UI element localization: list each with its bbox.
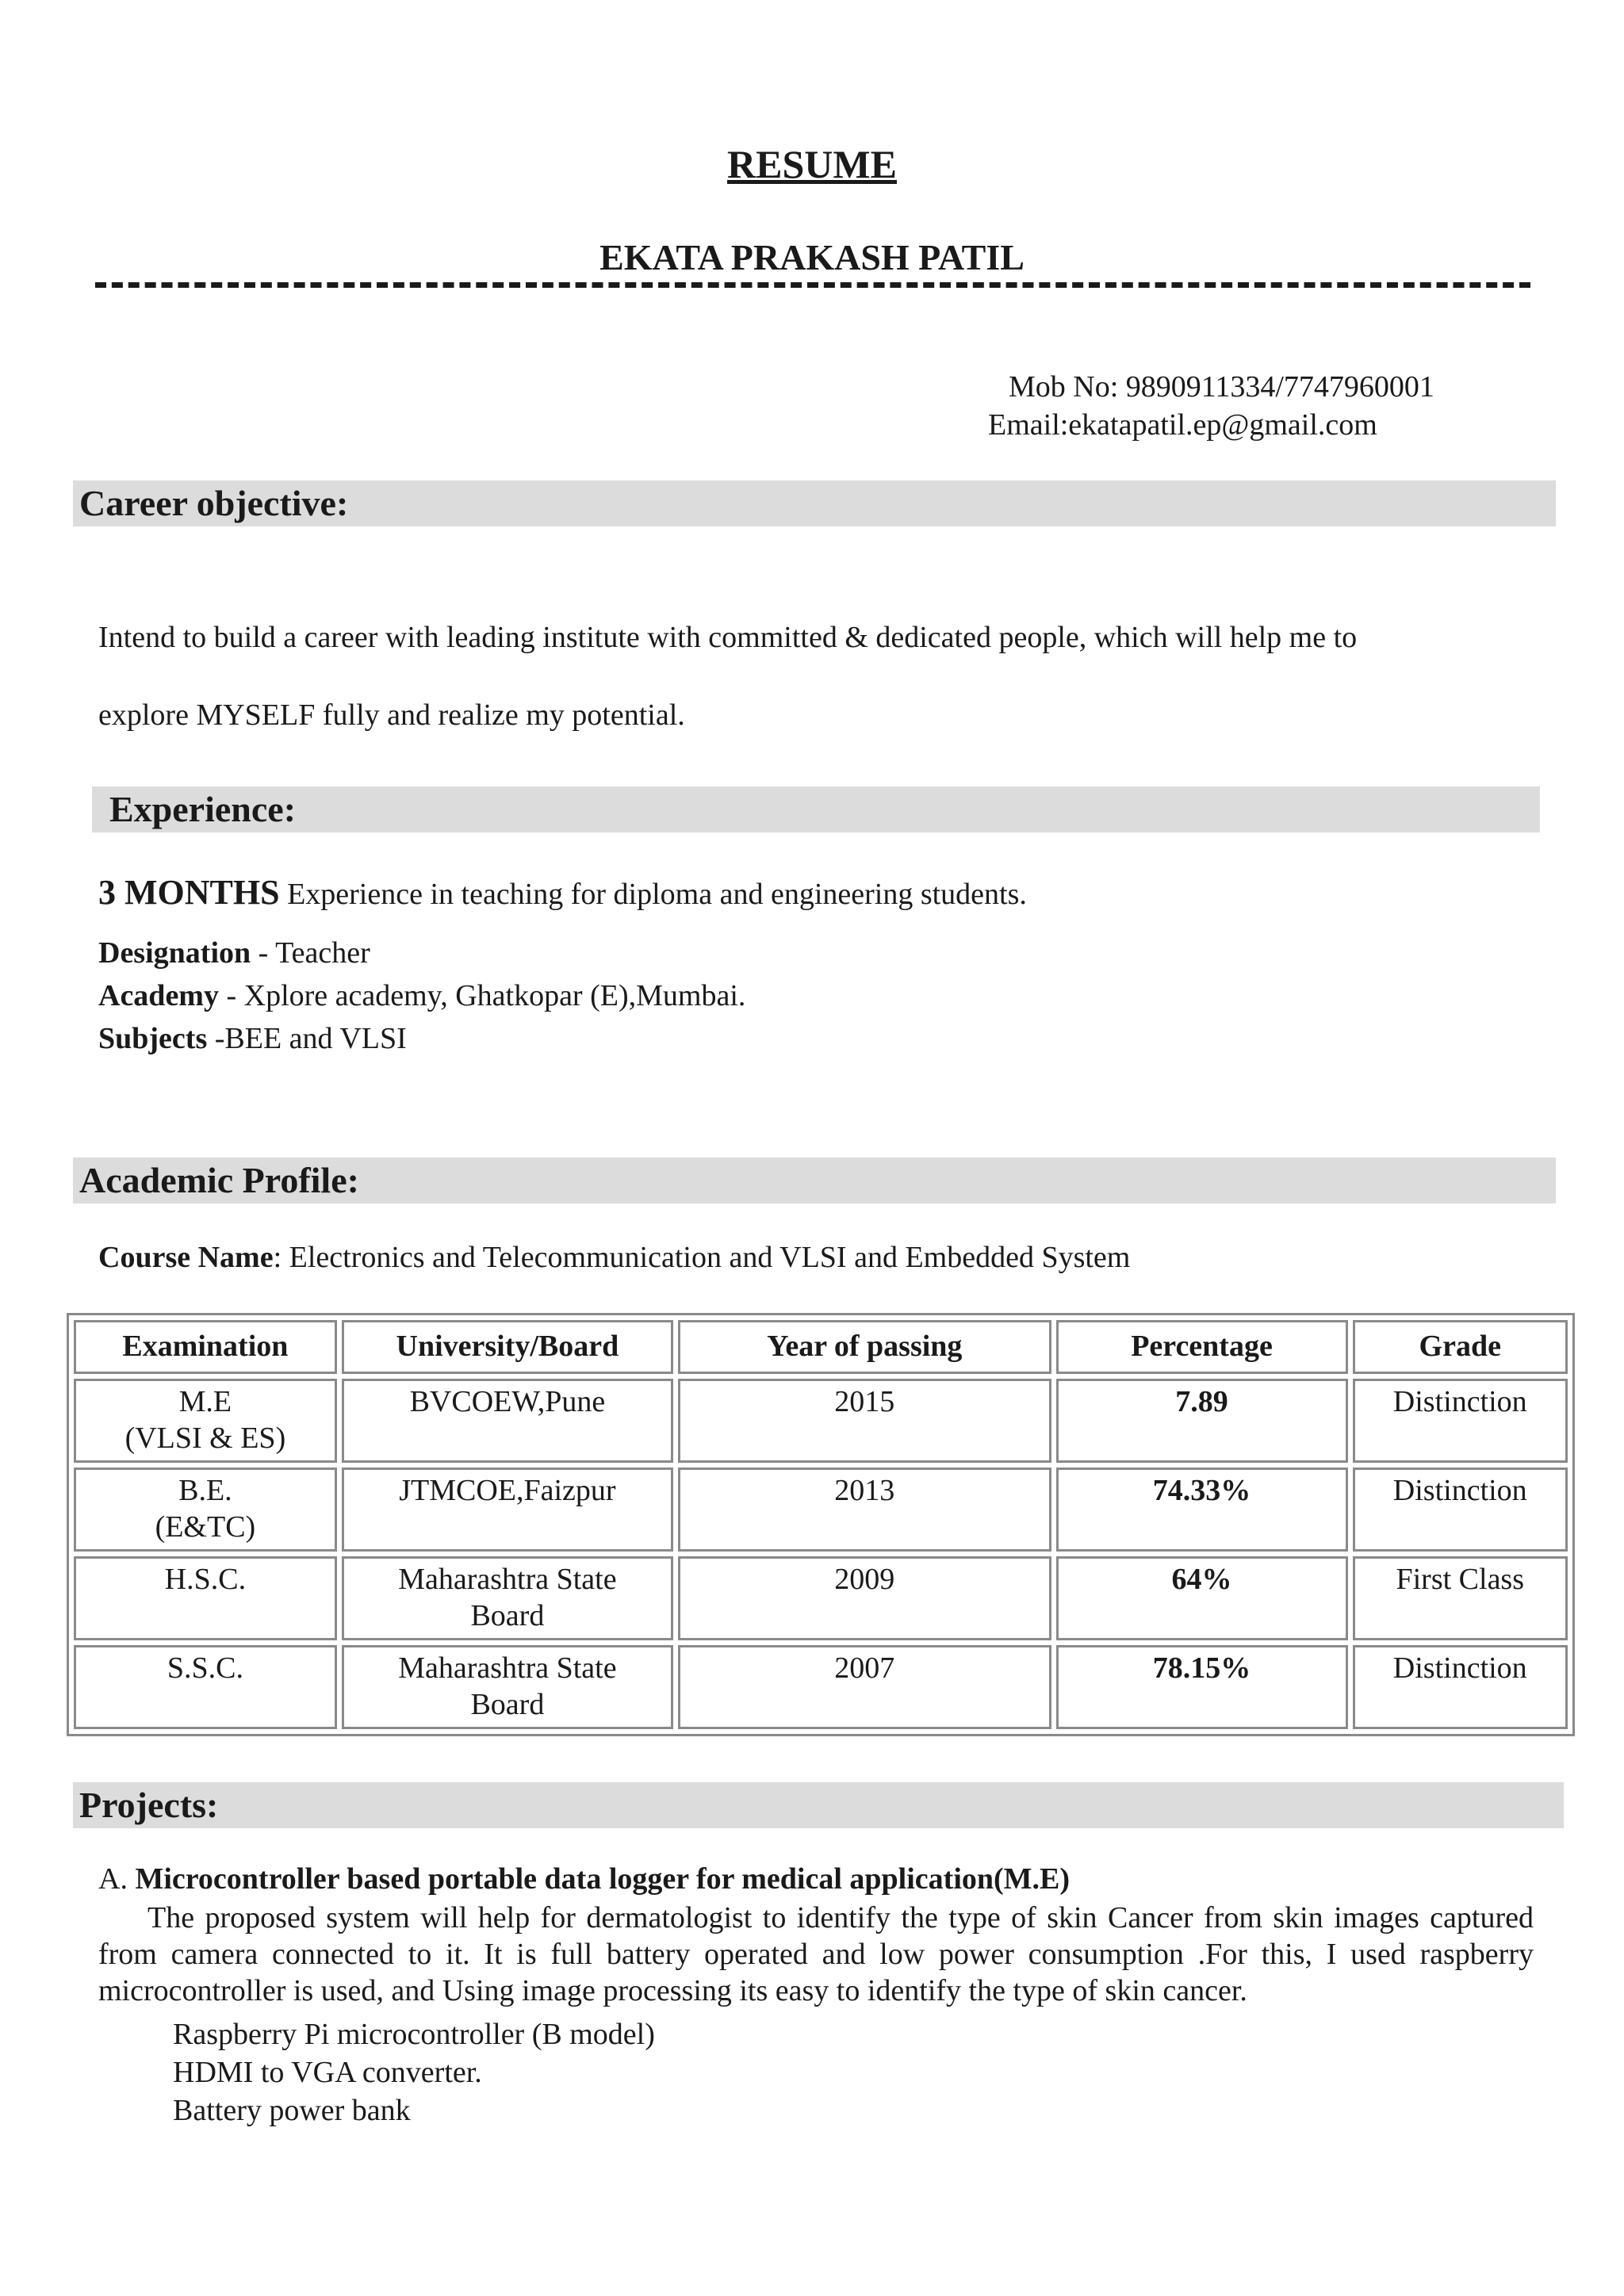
academic-table — [67, 1313, 1575, 1736]
year-cell: 2013 — [678, 1468, 1051, 1552]
exam-name: S.S.C. — [167, 1651, 243, 1685]
project-a-heading — [98, 1862, 1070, 1898]
designation-value: - Teacher — [251, 936, 370, 970]
exam-cell — [74, 1645, 337, 1729]
candidate-name: EKATA PRAKASH PATIL — [599, 237, 1025, 277]
exam-cell — [74, 1556, 337, 1640]
academy-value: - Xplore academy, Ghatkopar (E),Mumbai. — [218, 979, 746, 1012]
column-header: University/Board — [342, 1320, 673, 1374]
exam-name: B.E. — [178, 1474, 232, 1507]
designation-label: Designation — [98, 936, 251, 970]
board-name: Maharashtra State — [398, 1651, 617, 1685]
subjects-value: -BEE and VLSI — [207, 1022, 407, 1055]
list-item: Battery power bank — [173, 2094, 411, 2127]
percentage-cell: 64% — [1056, 1556, 1348, 1640]
email-address: Email:ekatapatil.ep@gmail.com — [988, 408, 1377, 442]
column-header: Grade — [1353, 1320, 1568, 1374]
career-objective-heading: Career objective: — [73, 480, 1556, 526]
mobile-number: Mob No: 9890911334/7747960001 — [1009, 370, 1434, 404]
percentage-cell: 74.33% — [1056, 1468, 1348, 1552]
percentage-cell: 7.89 — [1056, 1379, 1348, 1463]
board-name: BVCOEW,Pune — [409, 1385, 606, 1418]
board-cell — [342, 1468, 673, 1552]
projects-heading: Projects: — [73, 1782, 1564, 1828]
column-header: Percentage — [1056, 1320, 1348, 1374]
list-item: HDMI to VGA converter. — [173, 2056, 482, 2089]
subjects-label: Subjects — [98, 1022, 208, 1055]
board-name: Maharashtra State — [398, 1563, 617, 1596]
objective-line-2: explore MYSELF fully and realize my potential. — [98, 698, 685, 732]
exam-cell — [74, 1468, 337, 1552]
project-a-title: Microcontroller based portable data logger for medical application(M.E) — [135, 1862, 1071, 1896]
board-cell — [342, 1645, 673, 1729]
list-item: Raspberry Pi microcontroller (B model) — [173, 2018, 655, 2051]
column-header: Year of passing — [678, 1320, 1051, 1374]
board-subtitle: Board — [470, 1687, 545, 1721]
board-cell — [342, 1556, 673, 1640]
experience-summary — [98, 872, 1027, 914]
course-name-value: : Electronics and Telecommunication and VLSI and Embedded System — [273, 1241, 1131, 1274]
table-row — [74, 1645, 1568, 1729]
table-header-row — [74, 1320, 1568, 1374]
table-row — [74, 1468, 1568, 1552]
exam-name: M.E — [178, 1385, 232, 1418]
board-cell — [342, 1379, 673, 1463]
year-cell: 2009 — [678, 1556, 1051, 1640]
experience-duration: 3 MONTHS — [98, 873, 280, 912]
equipment-list — [173, 2015, 655, 2130]
subjects-row — [98, 1021, 407, 1058]
grade-cell: Distinction — [1353, 1379, 1568, 1463]
experience-heading: Experience: — [92, 786, 1540, 832]
resume-title: RESUME — [727, 142, 897, 186]
exam-subtitle: (E&TC) — [155, 1510, 256, 1544]
board-name: JTMCOE,Faizpur — [399, 1474, 616, 1507]
academy-label: Academy — [98, 979, 219, 1012]
exam-name: H.S.C. — [164, 1563, 247, 1596]
table-row — [74, 1556, 1568, 1640]
year-cell: 2007 — [678, 1645, 1051, 1729]
project-a-description: The proposed system will help for dermatologist to identify the type of skin Cancer from skin images captured from camera connected to it. It is full battery operated and low power consumption .For this, I used raspberry microcontroller is used, and Using image processing its easy to identify the type of skin cancer. — [98, 1901, 1534, 2007]
year-cell: 2015 — [678, 1379, 1051, 1463]
academy-row — [98, 978, 745, 1015]
grade-cell: First Class — [1353, 1556, 1568, 1640]
course-name-row — [98, 1240, 1130, 1276]
grade-cell: Distinction — [1353, 1468, 1568, 1552]
board-subtitle: Board — [470, 1598, 545, 1632]
grade-cell: Distinction — [1353, 1645, 1568, 1729]
column-header: Examination — [74, 1320, 337, 1374]
experience-summary-text: Experience in teaching for diploma and engineering students. — [279, 878, 1027, 911]
percentage-cell: 78.15% — [1056, 1645, 1348, 1729]
course-name-label: Course Name — [98, 1241, 274, 1274]
academic-profile-heading: Academic Profile: — [73, 1158, 1556, 1203]
designation-row — [98, 936, 370, 972]
project-a-prefix: A. — [98, 1862, 136, 1896]
table-row — [74, 1379, 1568, 1463]
objective-line-1: Intend to build a career with leading institute with committed & dedicated people, which will help me to — [98, 621, 1358, 654]
header-divider — [95, 282, 1530, 307]
exam-subtitle: (VLSI & ES) — [124, 1421, 286, 1455]
exam-cell — [74, 1379, 337, 1463]
